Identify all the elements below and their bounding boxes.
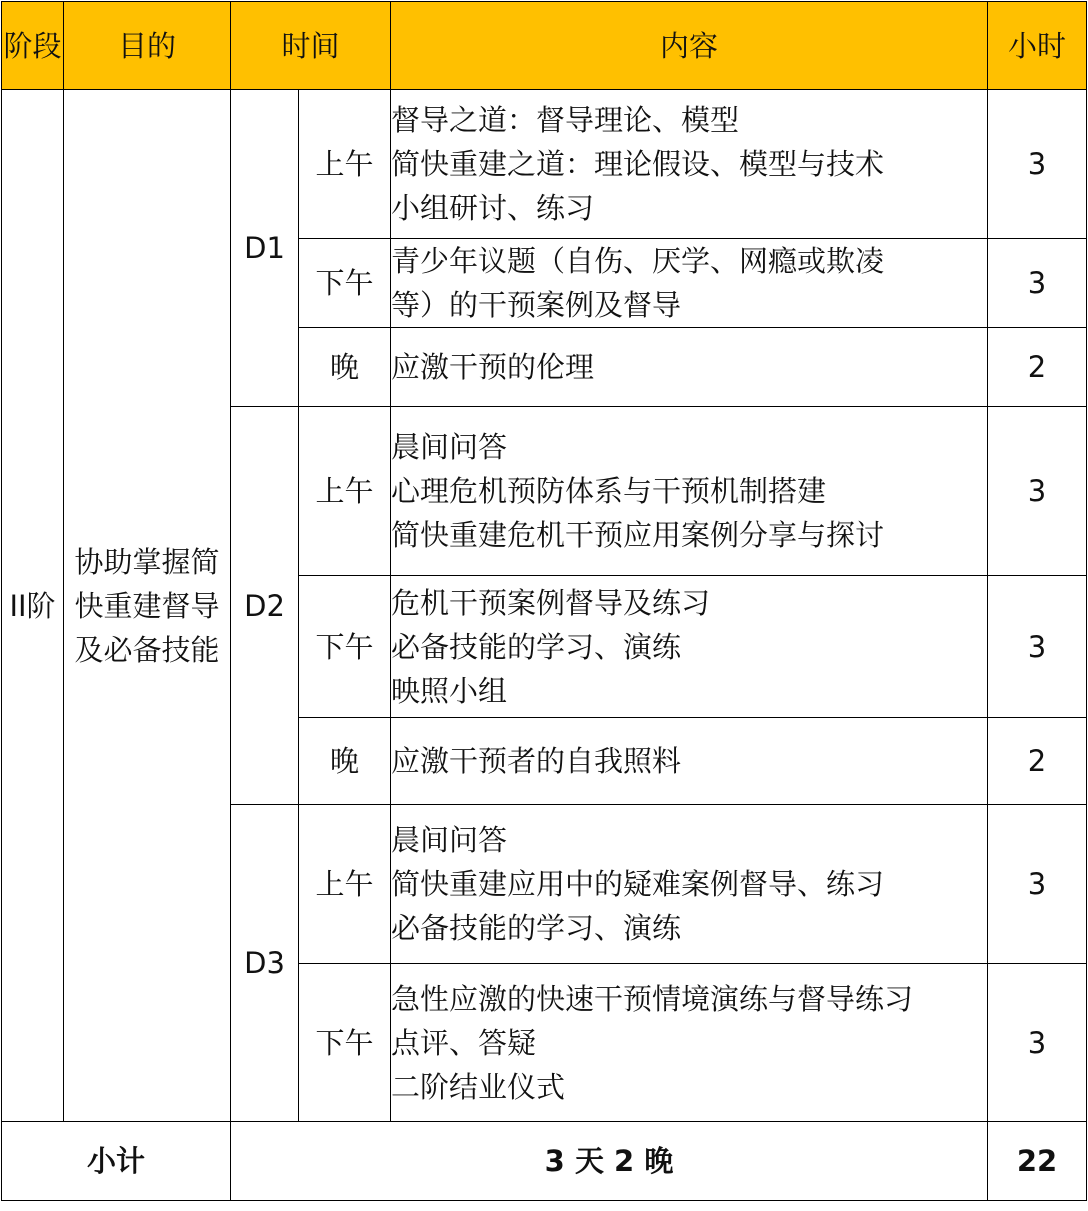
header-hours: 小时 [988, 2, 1087, 90]
slot-cell: 下午 [299, 964, 391, 1122]
slot-cell: 上午 [299, 805, 391, 964]
header-row [2, 2, 1087, 90]
day-cell: D3 [231, 805, 299, 1122]
content-line: 青少年议题（自伤、厌学、网瘾或欺凌 [391, 244, 885, 278]
content-cell [391, 964, 988, 1122]
total-hours: 22 [988, 1122, 1087, 1201]
content-line: 二阶结业仪式 [391, 1069, 566, 1104]
content-line: 简快重建危机干预应用案例分享与探讨 [391, 518, 885, 552]
content-cell [391, 805, 988, 964]
content-line: 晨间问答 [391, 823, 508, 857]
header-stage: 阶段 [2, 2, 64, 90]
header-time: 时间 [231, 2, 391, 90]
table-row [2, 90, 1087, 239]
slot-cell: 下午 [299, 576, 391, 718]
header-content: 内容 [391, 2, 988, 90]
content-cell [391, 239, 988, 328]
content-line: 简快重建之道：理论假设、模型与技术 [391, 147, 885, 181]
slot-cell: 晚 [299, 328, 391, 407]
content-cell [391, 328, 988, 407]
training-schedule-table [1, 1, 1087, 1201]
content-cell [391, 718, 988, 805]
hours-cell: 3 [988, 90, 1087, 239]
content-line: 急性应激的快速干预情境演练与督导练习 [391, 981, 914, 1016]
content-cell [391, 576, 988, 718]
slot-cell: 上午 [299, 407, 391, 576]
slot-cell: 晚 [299, 718, 391, 805]
content-line: 必备技能的学习、演练 [391, 911, 682, 945]
header-purpose: 目的 [64, 2, 231, 90]
content-cell [391, 407, 988, 576]
hours-cell: 3 [988, 964, 1087, 1122]
content-line: 晨间问答 [391, 430, 508, 464]
content-line: 必备技能的学习、演练 [391, 629, 682, 664]
slot-cell: 上午 [299, 90, 391, 239]
content-line: 应激干预的伦理 [391, 350, 595, 384]
content-line: 心理危机预防体系与干预机制搭建 [391, 474, 827, 508]
day-cell: D1 [231, 90, 299, 407]
content-line: 简快重建应用中的疑难案例督导、练习 [391, 867, 885, 901]
content-line: 应激干预者的自我照料 [391, 744, 682, 778]
content-line: 映照小组 [391, 673, 508, 708]
content-line: 等）的干预案例及督导 [391, 288, 682, 322]
content-cell [391, 90, 988, 239]
hours-cell: 2 [988, 718, 1087, 805]
hours-cell: 3 [988, 805, 1087, 964]
hours-cell: 3 [988, 407, 1087, 576]
hours-cell: 3 [988, 576, 1087, 718]
content-line: 督导之道：督导理论、模型 [391, 103, 740, 137]
stage-cell: II阶 [2, 90, 64, 1122]
content-line: 危机干预案例督导及练习 [391, 585, 711, 620]
total-duration: 3 天 2 晚 [231, 1122, 988, 1201]
total-row [2, 1122, 1087, 1201]
hours-cell: 2 [988, 328, 1087, 407]
day-cell: D2 [231, 407, 299, 805]
total-label: 小计 [2, 1122, 231, 1201]
content-line: 点评、答疑 [391, 1025, 537, 1060]
hours-cell: 3 [988, 239, 1087, 328]
purpose-cell: 协助掌握简快重建督导及必备技能 [64, 90, 231, 1122]
slot-cell: 下午 [299, 239, 391, 328]
content-line: 小组研讨、练习 [391, 191, 595, 225]
